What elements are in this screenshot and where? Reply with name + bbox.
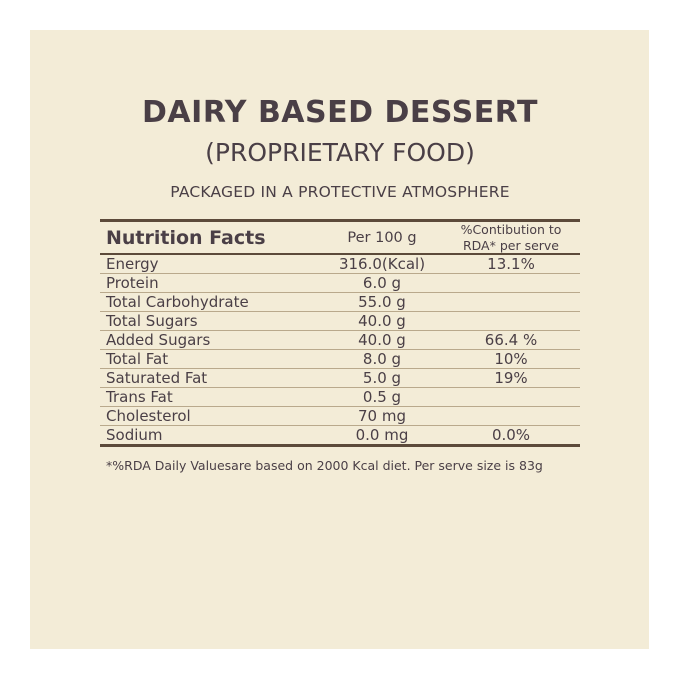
table-row: [100, 426, 580, 446]
nutrient-rda: 66.4 %: [442, 331, 580, 350]
column-header-per-100g: Per 100 g: [322, 221, 442, 255]
nutrient-value: 55.0 g: [322, 293, 442, 312]
nutrient-rda: [442, 407, 580, 426]
nutrient-rda: 0.0%: [442, 426, 580, 446]
nutrition-facts-heading: Nutrition Facts: [100, 221, 322, 255]
nutrient-name: Added Sugars: [100, 331, 322, 350]
table-row: [100, 388, 580, 407]
label-content: [100, 95, 580, 473]
nutrient-rda: 10%: [442, 350, 580, 369]
table-row: [100, 369, 580, 388]
table-row: [100, 312, 580, 331]
page-title: DAIRY BASED DESSERT: [142, 95, 538, 130]
nutrient-value: 0.0 mg: [322, 426, 442, 446]
table-body: [100, 221, 580, 446]
nutrient-value: 40.0 g: [322, 312, 442, 331]
nutrient-rda: 19%: [442, 369, 580, 388]
nutrition-facts-table: [100, 219, 580, 447]
table-row: [100, 254, 580, 274]
nutrient-name: Trans Fat: [100, 388, 322, 407]
nutrient-rda: [442, 388, 580, 407]
nutrient-rda: [442, 293, 580, 312]
rda-footnote: *%RDA Daily Valuesare based on 2000 Kcal diet. Per serve size is 83g: [106, 458, 543, 474]
nutrient-rda: [442, 274, 580, 293]
nutrient-name: Saturated Fat: [100, 369, 322, 388]
nutrient-value: 0.5 g: [322, 388, 442, 407]
nutrient-value: 8.0 g: [322, 350, 442, 369]
nutrient-value: 316.0(Kcal): [322, 254, 442, 274]
nutrient-name: Sodium: [100, 426, 322, 446]
column-header-rda: [442, 221, 580, 255]
nutrient-name: Protein: [100, 274, 322, 293]
nutrient-value: 70 mg: [322, 407, 442, 426]
nutrient-value: 6.0 g: [322, 274, 442, 293]
table-row: [100, 350, 580, 369]
nutrient-name: Total Carbohydrate: [100, 293, 322, 312]
nutrient-rda: [442, 312, 580, 331]
table-row: [100, 331, 580, 350]
nutrient-rda: 13.1%: [442, 254, 580, 274]
column-header-rda-line2: RDA* per serve: [462, 237, 560, 253]
nutrient-value: 40.0 g: [322, 331, 442, 350]
table-row: [100, 293, 580, 312]
table-row: [100, 407, 580, 426]
packaging-note: PACKAGED IN A PROTECTIVE ATMOSPHERE: [170, 183, 510, 201]
column-header-rda-line1: %Contibution to: [460, 222, 562, 237]
nutrition-label-panel: [30, 30, 649, 649]
nutrient-value: 5.0 g: [322, 369, 442, 388]
nutrient-name: Total Fat: [100, 350, 322, 369]
product-subtitle: (PROPRIETARY FOOD): [205, 138, 475, 167]
nutrient-name: Energy: [100, 254, 322, 274]
nutrient-name: Total Sugars: [100, 312, 322, 331]
table-header-row: [100, 221, 580, 255]
table-row: [100, 274, 580, 293]
nutrient-name: Cholesterol: [100, 407, 322, 426]
